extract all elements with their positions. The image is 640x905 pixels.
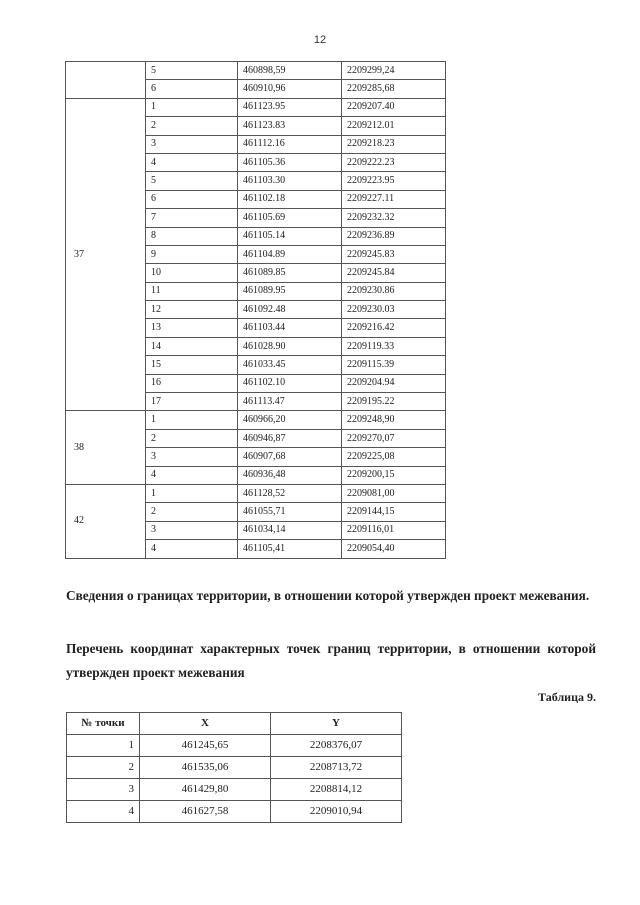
y-coordinate-cell: 2209230.86 <box>342 282 446 300</box>
x-coordinate-cell: 461245,65 <box>140 735 271 757</box>
y-coordinate-cell: 2209227.11 <box>342 190 446 208</box>
x-coordinate-cell: 461089.95 <box>238 282 342 300</box>
y-coordinate-cell: 2209299,24 <box>342 62 446 80</box>
y-coordinate-cell: 2209144,15 <box>342 503 446 521</box>
y-coordinate-cell: 2209218.23 <box>342 135 446 153</box>
y-coordinate-cell: 2209119.33 <box>342 337 446 355</box>
point-number-cell: 9 <box>146 245 238 263</box>
y-coordinate-cell: 2209270,07 <box>342 429 446 447</box>
point-number-cell: 2 <box>146 503 238 521</box>
y-coordinate-cell: 2209200,15 <box>342 466 446 484</box>
x-coordinate-cell: 461105,41 <box>238 540 342 558</box>
table-row <box>67 779 402 801</box>
point-number-cell: 13 <box>146 319 238 337</box>
y-coordinate-cell: 2209223.95 <box>342 172 446 190</box>
coordinates-table-body <box>66 62 446 559</box>
table-row <box>66 484 446 502</box>
point-number-cell: 4 <box>146 466 238 484</box>
x-coordinate-cell: 461034,14 <box>238 521 342 539</box>
object-id-cell: 38 <box>66 411 146 485</box>
section-heading: Сведения о границах территории, в отношении которой утвержден проект межевания. <box>66 588 590 603</box>
list-heading: Перечень координат характерных точек границ территории, в отношении которой утвержден проект межевания <box>66 641 596 680</box>
x-coordinate-cell: 461028.90 <box>238 337 342 355</box>
x-coordinate-cell: 461102.10 <box>238 374 342 392</box>
y-coordinate-cell: 2209054,40 <box>342 540 446 558</box>
y-coordinate-cell: 2209236.89 <box>342 227 446 245</box>
y-coordinate-cell: 2209115.39 <box>342 356 446 374</box>
point-number-cell: 2 <box>67 757 140 779</box>
point-number-cell: 6 <box>146 190 238 208</box>
y-coordinate-cell: 2209225,08 <box>342 448 446 466</box>
x-coordinate-cell: 461128,52 <box>238 484 342 502</box>
x-coordinate-cell: 461104.89 <box>238 245 342 263</box>
y-coordinate-cell: 2209116,01 <box>342 521 446 539</box>
x-coordinate-cell: 461089.85 <box>238 264 342 282</box>
x-coordinate-cell: 461123.95 <box>238 98 342 116</box>
x-coordinate-cell: 461105.14 <box>238 227 342 245</box>
y-coordinate-cell: 2209230.03 <box>342 301 446 319</box>
point-number-cell: 4 <box>146 153 238 171</box>
header-y: Y <box>271 713 402 735</box>
object-id-cell <box>66 62 146 99</box>
point-number-cell: 3 <box>146 521 238 539</box>
point-number-cell: 8 <box>146 227 238 245</box>
y-coordinate-cell: 2209248,90 <box>342 411 446 429</box>
x-coordinate-cell: 460910,96 <box>238 80 342 98</box>
point-number-cell: 1 <box>67 735 140 757</box>
y-coordinate-cell: 2209010,94 <box>271 801 402 823</box>
x-coordinate-cell: 461627,58 <box>140 801 271 823</box>
coordinates-table <box>65 61 446 559</box>
x-coordinate-cell: 460936,48 <box>238 466 342 484</box>
point-number-cell: 1 <box>146 484 238 502</box>
y-coordinate-cell: 2209222.23 <box>342 153 446 171</box>
y-coordinate-cell: 2209232.32 <box>342 209 446 227</box>
page-number: 12 <box>313 34 327 46</box>
x-coordinate-cell: 461113.47 <box>238 393 342 411</box>
point-number-cell: 3 <box>146 135 238 153</box>
object-id-cell: 37 <box>66 98 146 411</box>
y-coordinate-cell: 2209195.22 <box>342 393 446 411</box>
table-row <box>66 411 446 429</box>
header-point-number: № точки <box>67 713 140 735</box>
point-number-cell: 12 <box>146 301 238 319</box>
object-id-cell: 42 <box>66 484 146 558</box>
header-row <box>67 713 402 735</box>
x-coordinate-cell: 460907,68 <box>238 448 342 466</box>
x-coordinate-cell: 461055,71 <box>238 503 342 521</box>
point-number-cell: 3 <box>67 779 140 801</box>
x-coordinate-cell: 461112.16 <box>238 135 342 153</box>
table-row <box>66 98 446 116</box>
point-number-cell: 1 <box>146 411 238 429</box>
x-coordinate-cell: 460966,20 <box>238 411 342 429</box>
point-number-cell: 16 <box>146 374 238 392</box>
point-number-cell: 2 <box>146 429 238 447</box>
point-number-cell: 1 <box>146 98 238 116</box>
table-row <box>67 757 402 779</box>
table-caption: Таблица 9. <box>538 690 596 704</box>
y-coordinate-cell: 2208376,07 <box>271 735 402 757</box>
boundary-points-body <box>67 735 402 823</box>
point-number-cell: 11 <box>146 282 238 300</box>
y-coordinate-cell: 2209207.40 <box>342 98 446 116</box>
x-coordinate-cell: 460898,59 <box>238 62 342 80</box>
point-number-cell: 14 <box>146 337 238 355</box>
point-number-cell: 5 <box>146 62 238 80</box>
point-number-cell: 6 <box>146 80 238 98</box>
point-number-cell: 15 <box>146 356 238 374</box>
point-number-cell: 4 <box>146 540 238 558</box>
y-coordinate-cell: 2209285,68 <box>342 80 446 98</box>
header-x: X <box>140 713 271 735</box>
x-coordinate-cell: 461105.69 <box>238 209 342 227</box>
y-coordinate-cell: 2209245.83 <box>342 245 446 263</box>
x-coordinate-cell: 461535,06 <box>140 757 271 779</box>
point-number-cell: 17 <box>146 393 238 411</box>
table-row <box>67 735 402 757</box>
table-row <box>67 801 402 823</box>
y-coordinate-cell: 2209216.42 <box>342 319 446 337</box>
x-coordinate-cell: 461092.48 <box>238 301 342 319</box>
point-number-cell: 10 <box>146 264 238 282</box>
boundary-points-table <box>66 712 402 823</box>
x-coordinate-cell: 461103.30 <box>238 172 342 190</box>
table-row <box>66 62 446 80</box>
point-number-cell: 2 <box>146 117 238 135</box>
y-coordinate-cell: 2209245.84 <box>342 264 446 282</box>
point-number-cell: 5 <box>146 172 238 190</box>
point-number-cell: 4 <box>67 801 140 823</box>
y-coordinate-cell: 2208814,12 <box>271 779 402 801</box>
y-coordinate-cell: 2209204.94 <box>342 374 446 392</box>
y-coordinate-cell: 2208713,72 <box>271 757 402 779</box>
point-number-cell: 7 <box>146 209 238 227</box>
point-number-cell: 3 <box>146 448 238 466</box>
x-coordinate-cell: 461105.36 <box>238 153 342 171</box>
y-coordinate-cell: 2209212.01 <box>342 117 446 135</box>
x-coordinate-cell: 461103.44 <box>238 319 342 337</box>
x-coordinate-cell: 461123.83 <box>238 117 342 135</box>
x-coordinate-cell: 461033.45 <box>238 356 342 374</box>
x-coordinate-cell: 461102.18 <box>238 190 342 208</box>
x-coordinate-cell: 461429,80 <box>140 779 271 801</box>
x-coordinate-cell: 460946,87 <box>238 429 342 447</box>
y-coordinate-cell: 2209081,00 <box>342 484 446 502</box>
